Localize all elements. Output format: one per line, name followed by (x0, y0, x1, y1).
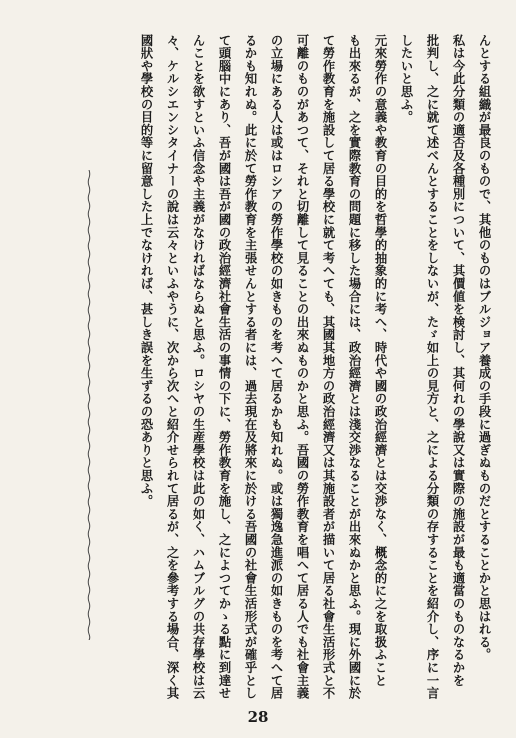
text-column: んとする組織が最良のもので、其他のものはブルジョア養成の手段に過ぎぬものだとすることかと思はれる。 (477, 34, 492, 662)
text-column: るかも知れぬ。此に於て勞作教育を主張せんとする者には、過去現在及將來に於ける吾國の社會生活形式が確乎とし (243, 34, 258, 700)
text-column: て頭腦中にあり、吾が國は吾が國の政治經濟社會生活の事情の下に、勞作教育を施し、之によつてかゝる點に到達せ (217, 34, 232, 700)
wavy-divider (87, 170, 91, 640)
text-column: の立場にある人は或はロシアの勞作學校の如きものを考へて居るかも知れぬ。或は獨逸急進派の如きものを考へて居 (269, 34, 284, 700)
text-column: 批判し、之に就て述べんとすることをしないが、たゞ如上の見方と、之による分類の存することを紹介し、序に一言 (425, 34, 440, 700)
text-column: んことを欲すといふ信念や主義がなければならぬと思ふ。ロシヤの生産學校は此の如く、ハムブルグの共存學校は云 (191, 34, 206, 700)
text-column: も出來るが、之を實際教育の問題に移した場合には、政治經濟とは淺交渉なることが出來ぬかと思ふ。現に外國に於 (347, 34, 362, 700)
text-column: 々、ケルシエンシタイナーの說は云々といふやうに、次から次へと紹介せられて居るが、之を參考する場合、深く其 (165, 34, 180, 700)
text-column: て勞作教育を施設して居る學校に就て考へても、其國其地方の政治經濟又は其施設者が描いて居る社會生活形式と不 (321, 34, 336, 700)
text-column: したいと思ふ。 (399, 34, 414, 124)
text-column: 國狀や學校の目的等に留意した上でなければ、甚しき誤を生ずるの恐ありと思ふ。 (139, 34, 154, 508)
text-column: 元來勞作の意義や教育の目的を哲學的抽象的に考へ、時代や國の政治經濟とは交渉なく、概念的に之を取扱ふこと (373, 34, 388, 687)
page-number: 28 (247, 708, 269, 726)
text-column: 可離のものがあつて、それと切離して見ることの出來ぬものかと思ふ。吾國の勞作教育を唱へて居る人でも社會主義 (295, 34, 310, 700)
text-column: 私は今此分類の適否及各種別について、其價値を検討し、其何れの學說又は實際の施設が最も適當のものなるかを (451, 34, 466, 687)
body-text (116, 34, 492, 700)
